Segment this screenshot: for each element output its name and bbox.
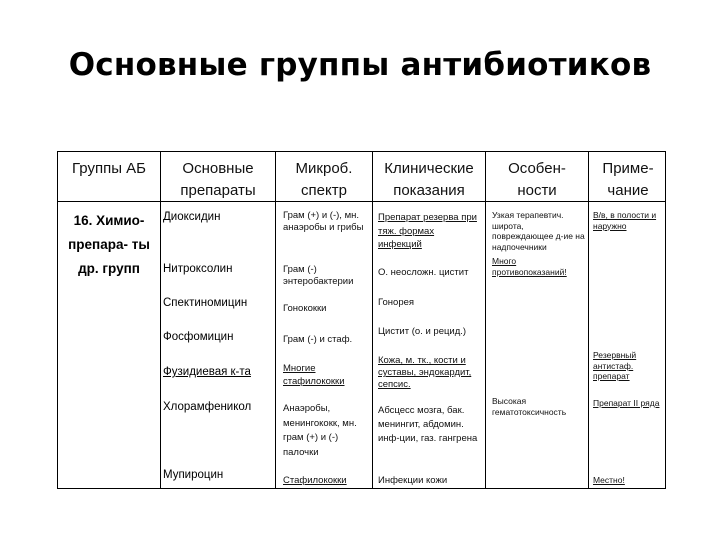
header-spectrum: Микроб. спектр <box>295 160 353 199</box>
drug-name: Спектиномицин <box>163 297 248 309</box>
drug-name: Хлорамфеникол <box>163 401 252 413</box>
feature-cell: Много противопоказаний! <box>492 256 567 277</box>
feature-cell: Высокая гематотоксичность <box>492 396 567 417</box>
indication-cell: О. неосложн. цистит <box>378 267 469 278</box>
indication-cell: Препарат резерва при тяж. формах инфекций <box>378 212 477 250</box>
indication-cell: Абсцесс мозга, бак. менингит, абдомин. инф-ции, газ. гангрена <box>378 405 478 444</box>
drug-name: Фузидиевая к-та <box>163 366 251 378</box>
note-cell: Препарат II ряда <box>593 398 660 408</box>
feature-cell: Узкая терапевтич. широта, повреждающее д-ие на надпочечники <box>492 210 585 252</box>
header-features: Особен-ности <box>508 160 566 199</box>
header-drugs: Основные препараты <box>180 160 256 199</box>
drug-name: Нитроксолин <box>163 263 233 275</box>
header-groups: Группы АБ <box>72 160 146 177</box>
spectrum-cell: Грам (+) и (-), мн. анаэробы и грибы <box>283 210 364 233</box>
spectrum-cell: Многие стафилококки <box>283 363 345 387</box>
indication-cell: Гонорея <box>378 297 415 308</box>
indication-cell: Кожа, м. тк., кости и суставы, эндокардит, сепсис. <box>378 355 472 390</box>
drug-name: Фосфомицин <box>163 331 234 343</box>
note-cell: В/в, в полости и наружно <box>593 210 657 231</box>
spectrum-cell: Грам (-) энтеробактерии <box>283 264 354 287</box>
note-cell: Резервный антистаф. препарат <box>593 350 637 381</box>
spectrum-cell: Анаэробы, менингококк, мн. грам (+) и (-) палочки <box>283 403 357 458</box>
drug-name: Мупироцин <box>163 469 224 481</box>
drug-name: Диоксидин <box>163 211 221 223</box>
indication-cell: Цистит (о. и рецид.) <box>378 326 467 337</box>
group-label: 16. Химио- препара- ты др. групп <box>68 213 150 276</box>
note-cell: Местно! <box>593 475 625 485</box>
spectrum-cell: Грам (-) и стаф. <box>283 334 353 345</box>
spectrum-cell: Гонококки <box>283 303 327 314</box>
slide-title: Основные группы антибиотиков <box>68 47 652 83</box>
header-indications: Клинические показания <box>384 160 474 199</box>
header-notes: Приме-чание <box>602 160 654 199</box>
indication-cell: Инфекции кожи <box>378 475 448 486</box>
spectrum-cell: Стафилококки <box>283 475 347 486</box>
